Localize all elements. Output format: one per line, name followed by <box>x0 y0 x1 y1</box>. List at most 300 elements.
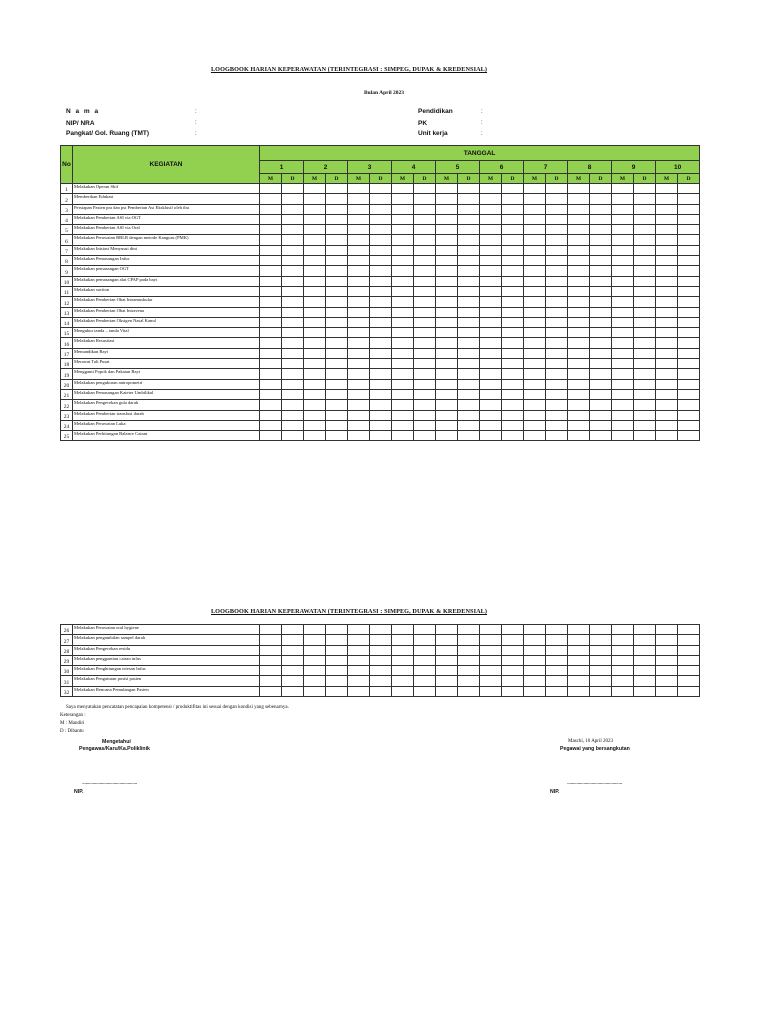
checklist-cell[interactable] <box>304 307 326 317</box>
checklist-cell[interactable] <box>414 225 436 235</box>
checklist-cell[interactable] <box>480 389 502 399</box>
checklist-cell[interactable] <box>260 317 282 327</box>
checklist-cell[interactable] <box>480 194 502 204</box>
checklist-cell[interactable] <box>590 184 612 194</box>
checklist-cell[interactable] <box>260 389 282 399</box>
checklist-cell[interactable] <box>370 348 392 358</box>
checklist-cell[interactable] <box>590 286 612 296</box>
checklist-cell[interactable] <box>436 286 458 296</box>
checklist-cell[interactable] <box>304 235 326 245</box>
checklist-cell[interactable] <box>656 645 678 655</box>
checklist-cell[interactable] <box>524 389 546 399</box>
checklist-cell[interactable] <box>260 338 282 348</box>
checklist-cell[interactable] <box>524 338 546 348</box>
checklist-cell[interactable] <box>326 379 348 389</box>
checklist-cell[interactable] <box>524 655 546 665</box>
checklist-cell[interactable] <box>524 184 546 194</box>
checklist-cell[interactable] <box>678 266 700 276</box>
checklist-cell[interactable] <box>392 328 414 338</box>
checklist-cell[interactable] <box>348 235 370 245</box>
checklist-cell[interactable] <box>348 225 370 235</box>
checklist-cell[interactable] <box>260 420 282 430</box>
checklist-cell[interactable] <box>612 431 634 441</box>
checklist-cell[interactable] <box>678 286 700 296</box>
checklist-cell[interactable] <box>678 204 700 214</box>
checklist-cell[interactable] <box>414 666 436 676</box>
checklist-cell[interactable] <box>634 420 656 430</box>
checklist-cell[interactable] <box>392 686 414 696</box>
checklist-cell[interactable] <box>546 256 568 266</box>
checklist-cell[interactable] <box>480 256 502 266</box>
checklist-cell[interactable] <box>370 307 392 317</box>
checklist-cell[interactable] <box>546 635 568 645</box>
checklist-cell[interactable] <box>458 338 480 348</box>
checklist-cell[interactable] <box>458 317 480 327</box>
checklist-cell[interactable] <box>612 297 634 307</box>
checklist-cell[interactable] <box>260 431 282 441</box>
checklist-cell[interactable] <box>348 245 370 255</box>
checklist-cell[interactable] <box>524 235 546 245</box>
checklist-cell[interactable] <box>282 369 304 379</box>
checklist-cell[interactable] <box>436 645 458 655</box>
checklist-cell[interactable] <box>546 625 568 635</box>
checklist-cell[interactable] <box>634 359 656 369</box>
checklist-cell[interactable] <box>326 328 348 338</box>
checklist-cell[interactable] <box>260 256 282 266</box>
checklist-cell[interactable] <box>326 420 348 430</box>
checklist-cell[interactable] <box>458 410 480 420</box>
checklist-cell[interactable] <box>414 204 436 214</box>
checklist-cell[interactable] <box>524 194 546 204</box>
checklist-cell[interactable] <box>524 317 546 327</box>
checklist-cell[interactable] <box>634 410 656 420</box>
checklist-cell[interactable] <box>458 359 480 369</box>
checklist-cell[interactable] <box>524 266 546 276</box>
checklist-cell[interactable] <box>458 379 480 389</box>
checklist-cell[interactable] <box>656 369 678 379</box>
checklist-cell[interactable] <box>568 317 590 327</box>
checklist-cell[interactable] <box>546 266 568 276</box>
checklist-cell[interactable] <box>678 635 700 645</box>
checklist-cell[interactable] <box>568 307 590 317</box>
checklist-cell[interactable] <box>304 431 326 441</box>
checklist-cell[interactable] <box>326 359 348 369</box>
checklist-cell[interactable] <box>436 655 458 665</box>
checklist-cell[interactable] <box>304 420 326 430</box>
checklist-cell[interactable] <box>392 225 414 235</box>
checklist-cell[interactable] <box>678 379 700 389</box>
checklist-cell[interactable] <box>480 286 502 296</box>
checklist-cell[interactable] <box>392 379 414 389</box>
checklist-cell[interactable] <box>568 297 590 307</box>
checklist-cell[interactable] <box>348 625 370 635</box>
checklist-cell[interactable] <box>568 635 590 645</box>
checklist-cell[interactable] <box>414 307 436 317</box>
checklist-cell[interactable] <box>656 431 678 441</box>
checklist-cell[interactable] <box>590 410 612 420</box>
checklist-cell[interactable] <box>436 328 458 338</box>
checklist-cell[interactable] <box>656 379 678 389</box>
checklist-cell[interactable] <box>634 297 656 307</box>
checklist-cell[interactable] <box>348 389 370 399</box>
checklist-cell[interactable] <box>348 204 370 214</box>
checklist-cell[interactable] <box>392 286 414 296</box>
checklist-cell[interactable] <box>370 328 392 338</box>
checklist-cell[interactable] <box>656 266 678 276</box>
checklist-cell[interactable] <box>348 400 370 410</box>
checklist-cell[interactable] <box>304 194 326 204</box>
checklist-cell[interactable] <box>612 410 634 420</box>
checklist-cell[interactable] <box>480 317 502 327</box>
checklist-cell[interactable] <box>458 184 480 194</box>
checklist-cell[interactable] <box>436 400 458 410</box>
checklist-cell[interactable] <box>436 235 458 245</box>
checklist-cell[interactable] <box>656 410 678 420</box>
checklist-cell[interactable] <box>370 666 392 676</box>
checklist-cell[interactable] <box>480 420 502 430</box>
checklist-cell[interactable] <box>524 666 546 676</box>
checklist-cell[interactable] <box>282 348 304 358</box>
checklist-cell[interactable] <box>480 307 502 317</box>
checklist-cell[interactable] <box>678 625 700 635</box>
checklist-cell[interactable] <box>370 266 392 276</box>
checklist-cell[interactable] <box>590 431 612 441</box>
checklist-cell[interactable] <box>392 625 414 635</box>
checklist-cell[interactable] <box>304 256 326 266</box>
checklist-cell[interactable] <box>502 184 524 194</box>
checklist-cell[interactable] <box>480 431 502 441</box>
checklist-cell[interactable] <box>370 256 392 266</box>
checklist-cell[interactable] <box>546 214 568 224</box>
checklist-cell[interactable] <box>634 348 656 358</box>
checklist-cell[interactable] <box>634 194 656 204</box>
checklist-cell[interactable] <box>348 276 370 286</box>
checklist-cell[interactable] <box>634 666 656 676</box>
checklist-cell[interactable] <box>348 410 370 420</box>
checklist-cell[interactable] <box>370 655 392 665</box>
checklist-cell[interactable] <box>678 676 700 686</box>
checklist-cell[interactable] <box>348 686 370 696</box>
checklist-cell[interactable] <box>348 194 370 204</box>
checklist-cell[interactable] <box>326 256 348 266</box>
checklist-cell[interactable] <box>656 420 678 430</box>
checklist-cell[interactable] <box>304 676 326 686</box>
checklist-cell[interactable] <box>502 245 524 255</box>
checklist-cell[interactable] <box>590 225 612 235</box>
checklist-cell[interactable] <box>260 635 282 645</box>
checklist-cell[interactable] <box>392 338 414 348</box>
checklist-cell[interactable] <box>326 400 348 410</box>
checklist-cell[interactable] <box>414 389 436 399</box>
checklist-cell[interactable] <box>568 655 590 665</box>
checklist-cell[interactable] <box>568 400 590 410</box>
checklist-cell[interactable] <box>546 369 568 379</box>
checklist-cell[interactable] <box>348 286 370 296</box>
checklist-cell[interactable] <box>634 676 656 686</box>
checklist-cell[interactable] <box>436 256 458 266</box>
checklist-cell[interactable] <box>326 235 348 245</box>
checklist-cell[interactable] <box>590 317 612 327</box>
checklist-cell[interactable] <box>546 245 568 255</box>
checklist-cell[interactable] <box>524 276 546 286</box>
checklist-cell[interactable] <box>458 655 480 665</box>
checklist-cell[interactable] <box>634 225 656 235</box>
checklist-cell[interactable] <box>304 204 326 214</box>
checklist-cell[interactable] <box>678 276 700 286</box>
checklist-cell[interactable] <box>348 266 370 276</box>
checklist-cell[interactable] <box>282 225 304 235</box>
checklist-cell[interactable] <box>502 635 524 645</box>
checklist-cell[interactable] <box>260 194 282 204</box>
checklist-cell[interactable] <box>524 676 546 686</box>
checklist-cell[interactable] <box>414 317 436 327</box>
checklist-cell[interactable] <box>304 214 326 224</box>
checklist-cell[interactable] <box>458 235 480 245</box>
checklist-cell[interactable] <box>480 348 502 358</box>
checklist-cell[interactable] <box>656 328 678 338</box>
checklist-cell[interactable] <box>590 686 612 696</box>
checklist-cell[interactable] <box>524 297 546 307</box>
checklist-cell[interactable] <box>480 359 502 369</box>
checklist-cell[interactable] <box>304 225 326 235</box>
checklist-cell[interactable] <box>568 266 590 276</box>
checklist-cell[interactable] <box>414 256 436 266</box>
checklist-cell[interactable] <box>348 317 370 327</box>
checklist-cell[interactable] <box>480 379 502 389</box>
checklist-cell[interactable] <box>480 184 502 194</box>
checklist-cell[interactable] <box>612 625 634 635</box>
checklist-cell[interactable] <box>678 256 700 266</box>
checklist-cell[interactable] <box>590 194 612 204</box>
checklist-cell[interactable] <box>568 256 590 266</box>
checklist-cell[interactable] <box>348 369 370 379</box>
checklist-cell[interactable] <box>634 645 656 655</box>
checklist-cell[interactable] <box>282 317 304 327</box>
checklist-cell[interactable] <box>414 379 436 389</box>
checklist-cell[interactable] <box>612 359 634 369</box>
checklist-cell[interactable] <box>326 214 348 224</box>
checklist-cell[interactable] <box>568 338 590 348</box>
checklist-cell[interactable] <box>282 256 304 266</box>
checklist-cell[interactable] <box>260 184 282 194</box>
checklist-cell[interactable] <box>304 338 326 348</box>
checklist-cell[interactable] <box>458 194 480 204</box>
checklist-cell[interactable] <box>458 297 480 307</box>
checklist-cell[interactable] <box>546 420 568 430</box>
checklist-cell[interactable] <box>436 317 458 327</box>
checklist-cell[interactable] <box>480 369 502 379</box>
checklist-cell[interactable] <box>392 359 414 369</box>
checklist-cell[interactable] <box>612 328 634 338</box>
checklist-cell[interactable] <box>612 214 634 224</box>
checklist-cell[interactable] <box>260 297 282 307</box>
checklist-cell[interactable] <box>370 297 392 307</box>
checklist-cell[interactable] <box>436 625 458 635</box>
checklist-cell[interactable] <box>546 184 568 194</box>
checklist-cell[interactable] <box>546 359 568 369</box>
checklist-cell[interactable] <box>656 245 678 255</box>
checklist-cell[interactable] <box>568 625 590 635</box>
checklist-cell[interactable] <box>678 348 700 358</box>
checklist-cell[interactable] <box>502 645 524 655</box>
checklist-cell[interactable] <box>326 655 348 665</box>
checklist-cell[interactable] <box>656 184 678 194</box>
checklist-cell[interactable] <box>370 276 392 286</box>
checklist-cell[interactable] <box>260 266 282 276</box>
checklist-cell[interactable] <box>678 645 700 655</box>
checklist-cell[interactable] <box>546 410 568 420</box>
checklist-cell[interactable] <box>370 645 392 655</box>
checklist-cell[interactable] <box>370 225 392 235</box>
checklist-cell[interactable] <box>304 625 326 635</box>
checklist-cell[interactable] <box>656 655 678 665</box>
checklist-cell[interactable] <box>590 204 612 214</box>
checklist-cell[interactable] <box>502 369 524 379</box>
checklist-cell[interactable] <box>458 676 480 686</box>
checklist-cell[interactable] <box>326 676 348 686</box>
checklist-cell[interactable] <box>458 389 480 399</box>
checklist-cell[interactable] <box>304 184 326 194</box>
checklist-cell[interactable] <box>568 235 590 245</box>
checklist-cell[interactable] <box>392 348 414 358</box>
checklist-cell[interactable] <box>612 256 634 266</box>
checklist-cell[interactable] <box>546 297 568 307</box>
checklist-cell[interactable] <box>612 666 634 676</box>
checklist-cell[interactable] <box>480 686 502 696</box>
checklist-cell[interactable] <box>612 184 634 194</box>
checklist-cell[interactable] <box>678 359 700 369</box>
checklist-cell[interactable] <box>326 431 348 441</box>
checklist-cell[interactable] <box>260 286 282 296</box>
checklist-cell[interactable] <box>260 328 282 338</box>
checklist-cell[interactable] <box>304 389 326 399</box>
checklist-cell[interactable] <box>634 286 656 296</box>
checklist-cell[interactable] <box>568 369 590 379</box>
checklist-cell[interactable] <box>392 655 414 665</box>
checklist-cell[interactable] <box>348 645 370 655</box>
checklist-cell[interactable] <box>634 276 656 286</box>
checklist-cell[interactable] <box>370 204 392 214</box>
checklist-cell[interactable] <box>568 204 590 214</box>
checklist-cell[interactable] <box>260 225 282 235</box>
checklist-cell[interactable] <box>304 286 326 296</box>
checklist-cell[interactable] <box>524 307 546 317</box>
checklist-cell[interactable] <box>304 645 326 655</box>
checklist-cell[interactable] <box>656 359 678 369</box>
checklist-cell[interactable] <box>304 297 326 307</box>
checklist-cell[interactable] <box>436 359 458 369</box>
checklist-cell[interactable] <box>282 431 304 441</box>
checklist-cell[interactable] <box>502 204 524 214</box>
checklist-cell[interactable] <box>370 194 392 204</box>
checklist-cell[interactable] <box>282 204 304 214</box>
checklist-cell[interactable] <box>326 625 348 635</box>
checklist-cell[interactable] <box>282 184 304 194</box>
checklist-cell[interactable] <box>326 389 348 399</box>
checklist-cell[interactable] <box>590 338 612 348</box>
checklist-cell[interactable] <box>546 204 568 214</box>
checklist-cell[interactable] <box>678 420 700 430</box>
checklist-cell[interactable] <box>348 338 370 348</box>
checklist-cell[interactable] <box>656 256 678 266</box>
checklist-cell[interactable] <box>546 317 568 327</box>
checklist-cell[interactable] <box>458 635 480 645</box>
checklist-cell[interactable] <box>370 431 392 441</box>
checklist-cell[interactable] <box>304 266 326 276</box>
checklist-cell[interactable] <box>370 410 392 420</box>
checklist-cell[interactable] <box>502 410 524 420</box>
checklist-cell[interactable] <box>348 214 370 224</box>
checklist-cell[interactable] <box>524 400 546 410</box>
checklist-cell[interactable] <box>502 266 524 276</box>
checklist-cell[interactable] <box>612 235 634 245</box>
checklist-cell[interactable] <box>502 625 524 635</box>
checklist-cell[interactable] <box>546 338 568 348</box>
checklist-cell[interactable] <box>678 245 700 255</box>
checklist-cell[interactable] <box>590 266 612 276</box>
checklist-cell[interactable] <box>282 625 304 635</box>
checklist-cell[interactable] <box>502 666 524 676</box>
checklist-cell[interactable] <box>348 184 370 194</box>
checklist-cell[interactable] <box>348 666 370 676</box>
checklist-cell[interactable] <box>634 431 656 441</box>
checklist-cell[interactable] <box>568 214 590 224</box>
checklist-cell[interactable] <box>612 266 634 276</box>
checklist-cell[interactable] <box>348 256 370 266</box>
checklist-cell[interactable] <box>634 655 656 665</box>
checklist-cell[interactable] <box>348 359 370 369</box>
checklist-cell[interactable] <box>634 389 656 399</box>
checklist-cell[interactable] <box>304 379 326 389</box>
checklist-cell[interactable] <box>590 276 612 286</box>
checklist-cell[interactable] <box>480 338 502 348</box>
checklist-cell[interactable] <box>480 225 502 235</box>
checklist-cell[interactable] <box>392 194 414 204</box>
checklist-cell[interactable] <box>568 328 590 338</box>
checklist-cell[interactable] <box>282 245 304 255</box>
checklist-cell[interactable] <box>436 204 458 214</box>
checklist-cell[interactable] <box>568 410 590 420</box>
checklist-cell[interactable] <box>348 328 370 338</box>
checklist-cell[interactable] <box>458 348 480 358</box>
checklist-cell[interactable] <box>414 214 436 224</box>
checklist-cell[interactable] <box>414 431 436 441</box>
checklist-cell[interactable] <box>348 655 370 665</box>
checklist-cell[interactable] <box>546 645 568 655</box>
checklist-cell[interactable] <box>348 431 370 441</box>
checklist-cell[interactable] <box>480 635 502 645</box>
checklist-cell[interactable] <box>546 676 568 686</box>
checklist-cell[interactable] <box>436 635 458 645</box>
checklist-cell[interactable] <box>656 348 678 358</box>
checklist-cell[interactable] <box>260 410 282 420</box>
checklist-cell[interactable] <box>370 317 392 327</box>
checklist-cell[interactable] <box>282 655 304 665</box>
checklist-cell[interactable] <box>304 328 326 338</box>
checklist-cell[interactable] <box>568 676 590 686</box>
checklist-cell[interactable] <box>370 286 392 296</box>
checklist-cell[interactable] <box>282 338 304 348</box>
checklist-cell[interactable] <box>260 625 282 635</box>
checklist-cell[interactable] <box>260 359 282 369</box>
checklist-cell[interactable] <box>392 276 414 286</box>
checklist-cell[interactable] <box>436 214 458 224</box>
checklist-cell[interactable] <box>568 379 590 389</box>
checklist-cell[interactable] <box>480 266 502 276</box>
checklist-cell[interactable] <box>304 359 326 369</box>
checklist-cell[interactable] <box>524 420 546 430</box>
checklist-cell[interactable] <box>326 276 348 286</box>
